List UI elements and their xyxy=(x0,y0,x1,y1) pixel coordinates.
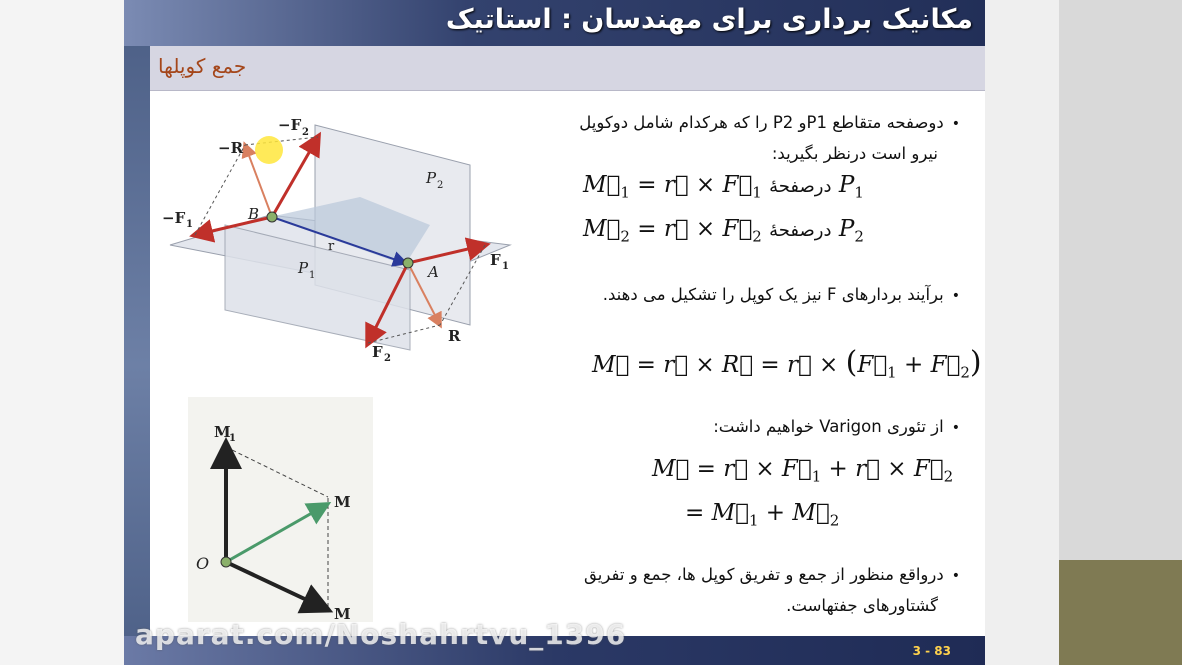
plane-word-1: درصفحهٔ xyxy=(769,176,832,197)
label-R: R xyxy=(448,327,461,345)
plane-word-2: درصفحهٔ xyxy=(769,220,832,241)
bullet-4-line2: گشتاورهای جفتهاست. xyxy=(786,596,938,615)
point-A xyxy=(403,258,413,268)
right-band-olive xyxy=(1059,560,1182,665)
bullet-1-line2: نیرو است درنظر بگیرید: xyxy=(771,144,938,163)
left-background xyxy=(0,0,124,665)
right-background xyxy=(985,0,1182,665)
equation-M2: $M⃗_2$ = r⃗ × $F⃗_2$ درصفحهٔ $P_2$ xyxy=(583,216,864,246)
equation-varignon-2: = $M⃗_1$ + $M⃗_2$ xyxy=(685,500,840,530)
label-M2: M xyxy=(334,605,351,622)
svg-text:2: 2 xyxy=(437,180,444,191)
pointer-highlight xyxy=(255,136,283,164)
intersecting-planes-figure xyxy=(150,95,520,375)
slide-title: مکانیک برداری برای مهندسان : استاتیک xyxy=(445,4,973,35)
slide-left-bar xyxy=(124,0,150,665)
dashed-line xyxy=(226,447,328,497)
moment-addition-figure xyxy=(188,397,373,622)
label-A: A xyxy=(428,263,439,281)
equation-varignon-1: M⃗ = r⃗ × $F⃗_1$ + r⃗ × $F⃗_2$ xyxy=(652,456,954,486)
label-neg-F1: −F xyxy=(162,209,186,227)
label-neg-F2: −F xyxy=(278,116,302,134)
point-B xyxy=(267,212,277,222)
page-number: 3 - 83 xyxy=(912,644,951,658)
label-P1: P xyxy=(298,259,309,277)
equation-M-resultant: M⃗ = r⃗ × R⃗ = r⃗ × ($F⃗_1$ + $F⃗_2$) xyxy=(592,345,982,382)
slide-header xyxy=(124,0,985,46)
label-B: B xyxy=(248,205,260,223)
label-P2: P xyxy=(426,169,437,187)
watermark: aparat.com/Noshahrtvu_1396 xyxy=(135,618,627,651)
svg-text:1: 1 xyxy=(229,433,236,444)
label-M: M xyxy=(334,493,351,511)
bullet-2: •برآیند بردارهای F نیز یک کوپل را تشکیل می دهند. xyxy=(602,285,960,304)
bullet-4: •درواقع منظور از جمع و تفریق کوپل ها، جمع و تفریق گشتاورهای جفتهاست. xyxy=(584,565,960,615)
bullet-1: •دوصفحه متقاطع P1و P2 را که هرکدام شامل دوکوپل نیرو است درنظر بگیرید: xyxy=(579,113,960,163)
M2-arrow xyxy=(226,562,326,609)
bullet-3: •از تئوری Varigon خواهیم داشت: xyxy=(713,417,960,436)
svg-text:2: 2 xyxy=(384,353,391,364)
label-F1: F xyxy=(490,251,501,269)
svg-text:1: 1 xyxy=(186,219,193,230)
dashed-parallelogram xyxy=(195,145,245,235)
label-neg-R: −R xyxy=(218,139,244,157)
equation-M1: $M⃗_1$ = r⃗ × $F⃗_1$ درصفحهٔ $P_1$ xyxy=(583,172,864,202)
bullet-1-line1: دوصفحه متقاطع P1و P2 را که هرکدام شامل دوکوپل xyxy=(579,113,944,132)
label-r: r xyxy=(328,239,335,254)
label-M1: M xyxy=(214,423,231,441)
bullet-4-line1: درواقع منظور از جمع و تفریق کوپل ها، جمع و تفریق xyxy=(584,565,944,584)
svg-text:2: 2 xyxy=(302,127,309,138)
svg-text:1: 1 xyxy=(309,270,316,281)
label-O: O xyxy=(196,554,210,573)
point-O xyxy=(221,557,231,567)
subtitle-bar xyxy=(150,46,985,91)
bullet-3-text: از تئوری Varigon خواهیم داشت: xyxy=(713,417,944,436)
M-arrow xyxy=(226,505,326,562)
bullet-2-text: برآیند بردارهای F نیز یک کوپل را تشکیل می دهند. xyxy=(602,285,944,304)
svg-text:1: 1 xyxy=(502,261,509,272)
right-band-gray xyxy=(1059,0,1182,560)
slide-subtitle: جمع کوپلها xyxy=(158,54,247,78)
label-F2: F xyxy=(372,343,383,361)
